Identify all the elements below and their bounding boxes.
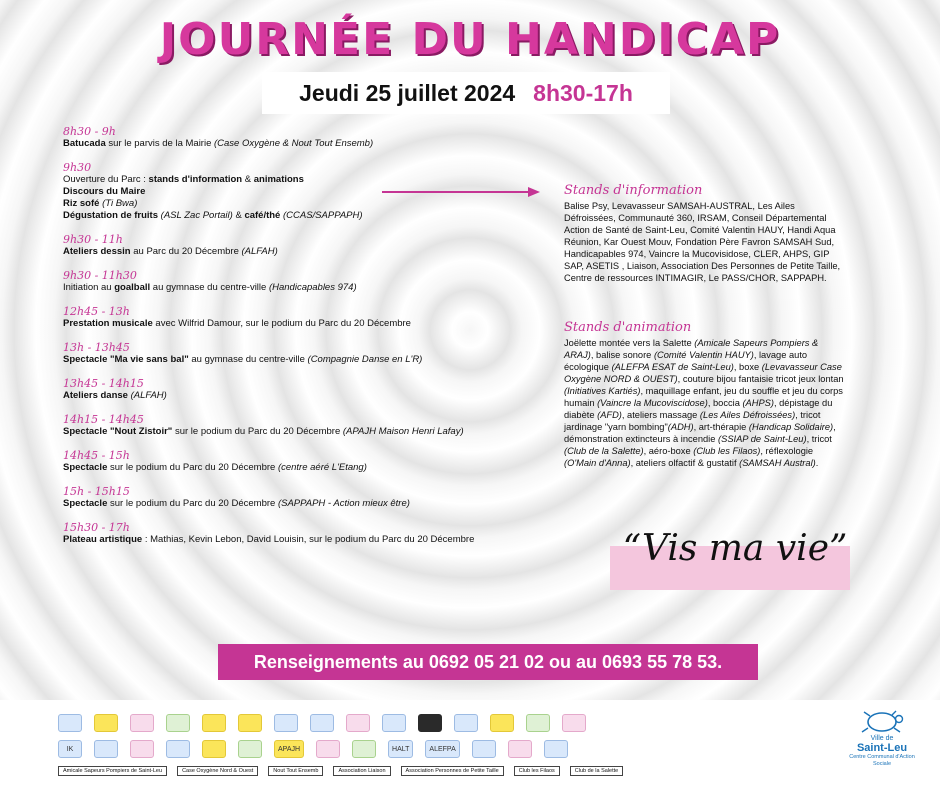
logo-yellow: [94, 714, 118, 732]
slot-bold: Discours du Maire: [63, 186, 146, 197]
animation-text: , tricot jardinage "yarn bombing": [564, 410, 821, 432]
slot-organizer: (Ti Bwa): [102, 198, 138, 209]
logo-ik: IK: [58, 740, 82, 758]
animation-organizer: (Handicap Solidaire): [748, 422, 834, 432]
animation-text: , aéro-boxe: [643, 446, 694, 456]
slot-bold: animations: [253, 174, 304, 185]
logo-alefpa: ALEFPA: [425, 740, 459, 758]
slogan: “Vis ma vie”: [622, 528, 848, 569]
animation-text: , dépistage du diabète: [564, 398, 833, 420]
animation-text: , réflexologie: [760, 446, 814, 456]
partners-footer: [0, 700, 940, 788]
slot-text: &: [242, 174, 254, 185]
slot-bold: Ateliers danse: [63, 390, 128, 401]
poster-title: JOURNÉE DU HANDICAP: [159, 14, 781, 65]
slot-bold: Spectacle: [63, 498, 108, 509]
logo-house: [352, 740, 376, 758]
slot-bold: Batucada: [63, 138, 106, 149]
slot-bold: stands d'information: [148, 174, 243, 185]
saint-leu-logo: [842, 708, 922, 768]
logo-people: [316, 740, 340, 758]
logo-green: [238, 740, 262, 758]
saint-leu-ville: Ville de: [870, 735, 894, 742]
partner-label: Amicale Sapeurs Pompiers de Saint-Leu: [58, 766, 167, 776]
animation-organizer: (ALEFPA ESAT de Saint-Leu): [611, 362, 734, 372]
slot-text: &: [232, 210, 245, 221]
partner-label: Nout Tout Ensemb: [268, 766, 323, 776]
slot-text: Initiation au: [63, 282, 115, 293]
animation-text: , ateliers olfactif & gustatif: [630, 458, 740, 468]
schedule-slot: [63, 377, 563, 402]
slot-time: 13h45 - 14h15: [63, 377, 144, 390]
schedule-slot: [63, 125, 563, 150]
logo-circle: [454, 714, 478, 732]
stands-animation-text: [564, 337, 844, 469]
animation-text: Joëlette montée vers la Salette: [564, 338, 695, 348]
animation-organizer: (Vaincre la Mucoviscidose): [597, 398, 708, 408]
logo-colorful: [202, 714, 226, 732]
animation-organizer: (ADH): [667, 422, 694, 432]
animation-organizer: (Les Ailes Défroissées): [699, 410, 796, 420]
partner-logos-row-1: [58, 714, 586, 732]
slot-line: [63, 390, 563, 402]
logo-filaos: [490, 714, 514, 732]
logo-petite-taille: [382, 714, 406, 732]
logo-swirl: [202, 740, 226, 758]
logo-pompiers: [58, 714, 82, 732]
animation-organizer: (O'Main d'Anna): [564, 458, 631, 468]
logo-oxygene: [130, 714, 154, 732]
slot-line: [63, 318, 563, 330]
schedule-slot: [63, 521, 563, 546]
logo-bird: [562, 714, 586, 732]
partner-labels: [58, 766, 623, 776]
animation-organizer: (SSIAP de Saint-Leu): [718, 434, 807, 444]
animation-text: , lavage auto écologique: [564, 350, 808, 372]
slot-text: sur le parvis de la Mairie: [105, 138, 214, 149]
animation-text: , ateliers massage: [621, 410, 700, 420]
slot-time: 14h15 - 14h45: [63, 413, 144, 426]
animation-text: , démonstration extincteurs à incendie: [564, 422, 836, 444]
stands-animation-title: Stands d'animation: [564, 320, 692, 335]
slot-organizer: (ALFAH): [130, 390, 167, 401]
slot-line: [63, 426, 563, 438]
schedule-slot: [63, 449, 563, 474]
event-date: Jeudi 25 juillet 2024: [299, 79, 516, 106]
animation-text: , balise sonore: [590, 350, 654, 360]
slot-bold: Spectacle: [63, 462, 108, 473]
logo-round: [508, 740, 532, 758]
slot-text: avec Wilfrid Damour, sur le podium du Parc du 20 Décembre: [152, 318, 411, 329]
stands-information-text: Balise Psy, Levavasseur SAMSAH-AUSTRAL, Les Ailes Défroissées, Communauté 360, IRSAM, Conseil Départemental Action de Santé de Saint-Leu, Comité Valentin HAUY, Handi Aqua Réunion, Kar Ouest Mouv, Fondation Père Favron SAMSAH Sud, Handicapables 974, Vaincre la Mucovisidose, CLER, AHPS, GIP SAP, ASETIS , Liaison, Association Des Personnes de Petite Taille, Centre de ressources INTIMAGIR, Le PASS/CHOR, SAPPAPH.: [564, 201, 841, 283]
logo-erhr: [346, 714, 370, 732]
slot-organizer: (Case Oxygène & Nout Tout Ensemb): [214, 138, 374, 149]
slot-time: 14h45 - 15h: [63, 449, 130, 462]
animation-text: , boxe: [733, 362, 762, 372]
logo-small: [166, 740, 190, 758]
slot-organizer: (ALFAH): [241, 246, 278, 257]
animation-text: , art-thérapie: [693, 422, 749, 432]
slot-bold: Dégustation de fruits: [63, 210, 159, 221]
saint-leu-name: Saint-Leu: [856, 742, 908, 754]
slot-bold: café/thé: [244, 210, 281, 221]
logo-handi: [130, 740, 154, 758]
slot-text: Ouverture du Parc :: [63, 174, 149, 185]
animation-text: , couture bijou fantaisie tricot jeux lontan: [677, 374, 844, 384]
logo-liaison: [238, 714, 262, 732]
arrow-icon: [382, 186, 540, 198]
animation-organizer: (Amicale Sapeurs Pompiers & ARAJ): [564, 338, 819, 360]
animation-text: , tricot: [806, 434, 832, 444]
slot-bold: Spectacle "Nout Zistoir": [63, 426, 173, 437]
partner-label: Association Liaison: [333, 766, 390, 776]
slot-organizer: (centre aéré L'Etang): [277, 462, 367, 473]
slot-organizer: (SAPPAPH - Action mieux être): [277, 498, 410, 509]
logo-halt: HALT: [388, 740, 413, 758]
schedule-slot: [63, 305, 563, 330]
slot-time: 9h30: [63, 161, 92, 174]
slot-text: sur le podium du Parc du 20 Décembre: [107, 462, 278, 473]
stands-information-title: Stands d'information: [564, 183, 703, 198]
slot-text: au Parc du 20 Décembre: [130, 246, 242, 257]
logo-dark: [418, 714, 442, 732]
animation-text: , maquillage enfant, jeu du souffle et jeu du corps humain: [564, 386, 843, 408]
slot-line: [63, 354, 563, 366]
slot-bold: Riz sofé: [63, 198, 100, 209]
slot-text: : Mathias, Kevin Lebon, David Louisin, sur le podium du Parc du 20 Décembre: [142, 534, 475, 545]
animation-organizer: (Club de la Salette): [564, 446, 644, 456]
animation-organizer: (Comité Valentin HAUY): [653, 350, 754, 360]
logo-handi2: [544, 740, 568, 758]
slot-line: [63, 498, 563, 510]
animation-text: .: [815, 458, 819, 468]
logo-indra: [94, 740, 118, 758]
slot-line: [63, 210, 563, 222]
slot-text: sur le podium du Parc du 20 Décembre: [107, 498, 278, 509]
slot-organizer: (ASL Zac Portail): [160, 210, 233, 221]
slot-organizer: (Compagnie Danse en L'R): [307, 354, 423, 365]
logo-salette: [526, 714, 550, 732]
logo-wave: [472, 740, 496, 758]
slot-time: 15h - 15h15: [63, 485, 130, 498]
slot-organizer: (Handicapables 974): [268, 282, 357, 293]
animation-organizer: (Levavasseur Case Oxygène NORD & OUEST): [564, 362, 842, 384]
date-box: [262, 72, 670, 114]
animation-organizer: (SAMSAH Austral): [739, 458, 816, 468]
slot-line: [63, 534, 563, 546]
slot-time: 13h - 13h45: [63, 341, 130, 354]
slot-text: au gymnase du centre-ville: [188, 354, 308, 365]
partner-label: Association Personnes de Petite Taille: [401, 766, 504, 776]
slot-line: [63, 138, 563, 150]
slot-time: 9h30 - 11h30: [63, 269, 137, 282]
slot-line: [63, 198, 563, 210]
slot-bold: goalball: [114, 282, 151, 293]
schedule-slot: [63, 233, 563, 258]
schedule-slot: [63, 341, 563, 366]
schedule-slot: [63, 485, 563, 510]
partner-label: Case Oxygène Nord & Ouest: [177, 766, 258, 776]
logo-reunion: [310, 714, 334, 732]
contact-banner: Renseignements au 0692 05 21 02 ou au 0693 55 78 53.: [218, 644, 758, 680]
animation-organizer: (Initiatives Kartiés): [564, 386, 641, 396]
animation-organizer: (AHPS): [742, 398, 774, 408]
stands-information: [564, 183, 844, 284]
slot-line: [63, 174, 563, 186]
saint-leu-ccas: Centre Communal d'Action Sociale: [849, 754, 915, 767]
slot-time: 8h30 - 9h: [63, 125, 116, 138]
partner-logos-row-2: [58, 740, 568, 758]
slot-bold: Spectacle "Ma vie sans bal": [63, 354, 189, 365]
slot-time: 12h45 - 13h: [63, 305, 130, 318]
animation-text: , boccia: [707, 398, 743, 408]
partner-label: Club de la Salette: [570, 766, 623, 776]
logo-chr: [274, 714, 298, 732]
slot-bold: Plateau artistique: [63, 534, 143, 545]
slot-time: 9h30 - 11h: [63, 233, 123, 246]
event-hours: 8h30-17h: [533, 79, 633, 106]
schedule-slot: [63, 269, 563, 294]
slot-bold: Prestation musicale: [63, 318, 153, 329]
logo-apajh: APAJH: [274, 740, 304, 758]
partner-label: Club les Filaos: [514, 766, 560, 776]
turtle-icon: [858, 708, 906, 734]
animation-organizer: (AFD): [597, 410, 622, 420]
slot-line: [63, 462, 563, 474]
slot-line: [63, 246, 563, 258]
slot-time: 15h30 - 17h: [63, 521, 130, 534]
animation-organizer: (Club les Filaos): [693, 446, 761, 456]
logo-nout-tout-ensemb: [166, 714, 190, 732]
schedule-slot: [63, 413, 563, 438]
slot-text: au gymnase du centre-ville: [150, 282, 269, 293]
slot-bold: Ateliers dessin: [63, 246, 131, 257]
slot-organizer: (CCAS/SAPPAPH): [282, 210, 363, 221]
slot-line: [63, 282, 563, 294]
slot-organizer: (APAJH Maison Henri Lafay): [342, 426, 464, 437]
stands-animation: [564, 320, 844, 469]
slot-text: sur le podium du Parc du 20 Décembre: [172, 426, 343, 437]
